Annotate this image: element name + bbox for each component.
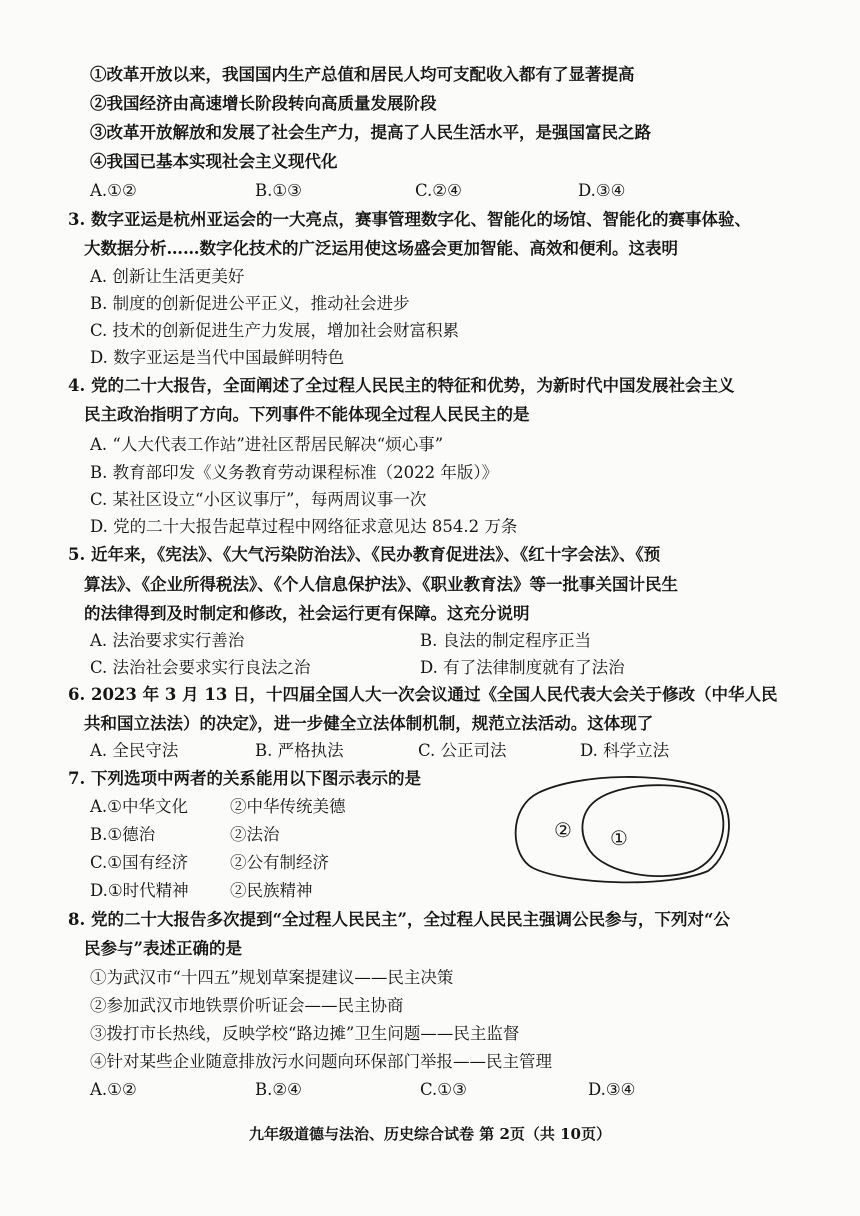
q3-option-a: A. 创新让生活更美好 [90,267,245,286]
q7-stem: 7. 下列选项中两者的关系能用以下图示表示的是 [68,769,421,788]
q6-option-c: C. 公正司法 [418,741,507,760]
q6-option-a: A. 全民守法 [90,741,179,760]
q3-option-b: B. 制度的创新促进公平正义，推动社会进步 [90,294,410,313]
q8-item-2: ②参加武汉市地铁票价听证会——民主协商 [90,996,404,1015]
q2-option-c: C.②④ [415,181,462,200]
q7-option-c-second: ②公有制经济 [230,853,329,872]
q8-option-a: A.①② [90,1080,137,1099]
q2-item-1: ①改革开放以来，我国国内生产总值和居民人均可支配收入都有了显著提高 [90,65,635,84]
q6-option-b: B. 严格执法 [255,741,344,760]
q5-stem-line-2: 算法》、《企业所得税法》、《个人信息保护法》、《职业教育法》等一批事关国计民生 [84,575,678,594]
q2-item-4: ④我国已基本实现社会主义现代化 [90,152,338,171]
q7-option-a-second: ②中华传统美德 [230,797,346,816]
q5-option-a: A. 法治要求实行善治 [90,631,245,650]
q8-stem-line-2: 民参与”表述正确的是 [84,939,242,958]
q6-option-d: D. 科学立法 [580,741,670,760]
q5-stem-line-3: 的法律得到及时制定和修改，社会运行更有保障。这充分说明 [84,604,530,623]
q4-option-b: B. 教育部印发《义务教育劳动课程标准（2022 年版）》 [90,463,499,482]
q4-option-d: D. 党的二十大报告起草过程中网络征求意见达 854.2 万条 [90,517,518,536]
q3-option-c: C. 技术的创新促进生产力发展，增加社会财富积累 [90,321,460,340]
q3-stem-line-1: 3. 数字亚运是杭州亚运会的一大亮点，赛事管理数字化、智能化的场馆、智能化的赛事体验、 [68,210,751,229]
page-footer: 九年级道德与法治、历史综合试卷 第 2页（共 10页） [249,1125,611,1143]
q2-item-3: ③改革开放解放和发展了社会生产力，提高了人民生活水平，是强国富民之路 [90,123,651,142]
outer-label: ② [554,818,572,842]
q5-option-b: B. 良法的制定程序正当 [420,631,592,650]
inner-label: ① [610,826,628,850]
q8-option-b: B.②④ [255,1080,302,1099]
q3-stem-line-2: 大数据分析……数字化技术的广泛运用使这场盛会更加智能、高效和便利。这表明 [84,239,678,258]
q5-option-d: D. 有了法律制度就有了法治 [420,658,625,677]
q8-option-d: D.③④ [588,1080,636,1099]
q6-stem-line-1: 6. 2023 年 3 月 13 日，十四届全国人大一次会议通过《全国人民代表大会关于修改（中华人民 [68,685,778,704]
q2-option-b: B.①③ [255,181,302,200]
q8-item-1: ①为武汉市“十四五”规划草案提建议——民主决策 [90,968,454,987]
q7-option-d-first: D.①时代精神 [90,881,189,900]
q7-option-c-first: C.①国有经济 [90,853,189,872]
q3-option-d: D. 数字亚运是当代中国最鲜明特色 [90,348,345,367]
q6-stem-line-2: 共和国立法法）的决定》，进一步健全立法体制机制，规范立法活动。这体现了 [84,714,654,733]
q8-item-4: ④针对某些企业随意排放污水问题向环保部门举报——民主管理 [90,1052,552,1071]
q8-option-c: C.①③ [420,1080,467,1099]
nested-relation-diagram [508,773,738,885]
q4-stem-line-2: 民主政治指明了方向。下列事件不能体现全过程人民民主的是 [84,405,530,424]
q4-option-a: A. “人大代表工作站”进社区帮居民解决“烦心事” [90,435,444,454]
q2-item-2: ②我国经济由高速增长阶段转向高质量发展阶段 [90,94,437,113]
q7-option-b-first: B.①德治 [90,825,156,844]
q4-stem-line-1: 4. 党的二十大报告，全面阐述了全过程人民民主的特征和优势，为新时代中国发展社会主义 [68,376,735,395]
q2-option-a: A.①② [90,181,137,200]
q5-option-c: C. 法治社会要求实行良法之治 [90,658,311,677]
q4-option-c: C. 某社区设立“小区议事厅”，每两周议事一次 [90,490,427,509]
q8-stem-line-1: 8. 党的二十大报告多次提到“全过程人民民主”，全过程人民民主强调公民参与，下列对“公 [68,910,730,929]
inner-ellipse [582,785,723,876]
q7-option-d-second: ②民族精神 [230,881,313,900]
q2-option-d: D.③④ [578,181,626,200]
q5-stem-line-1: 5. 近年来，《宪法》、《大气污染防治法》、《民办教育促进法》、《红十字会法》、《预 [68,545,661,564]
q7-option-b-second: ②法治 [230,825,280,844]
q8-item-3: ③拨打市长热线，反映学校“路边摊”卫生问题——民主监督 [90,1024,520,1043]
q7-option-a-first: A.①中华文化 [90,797,188,816]
